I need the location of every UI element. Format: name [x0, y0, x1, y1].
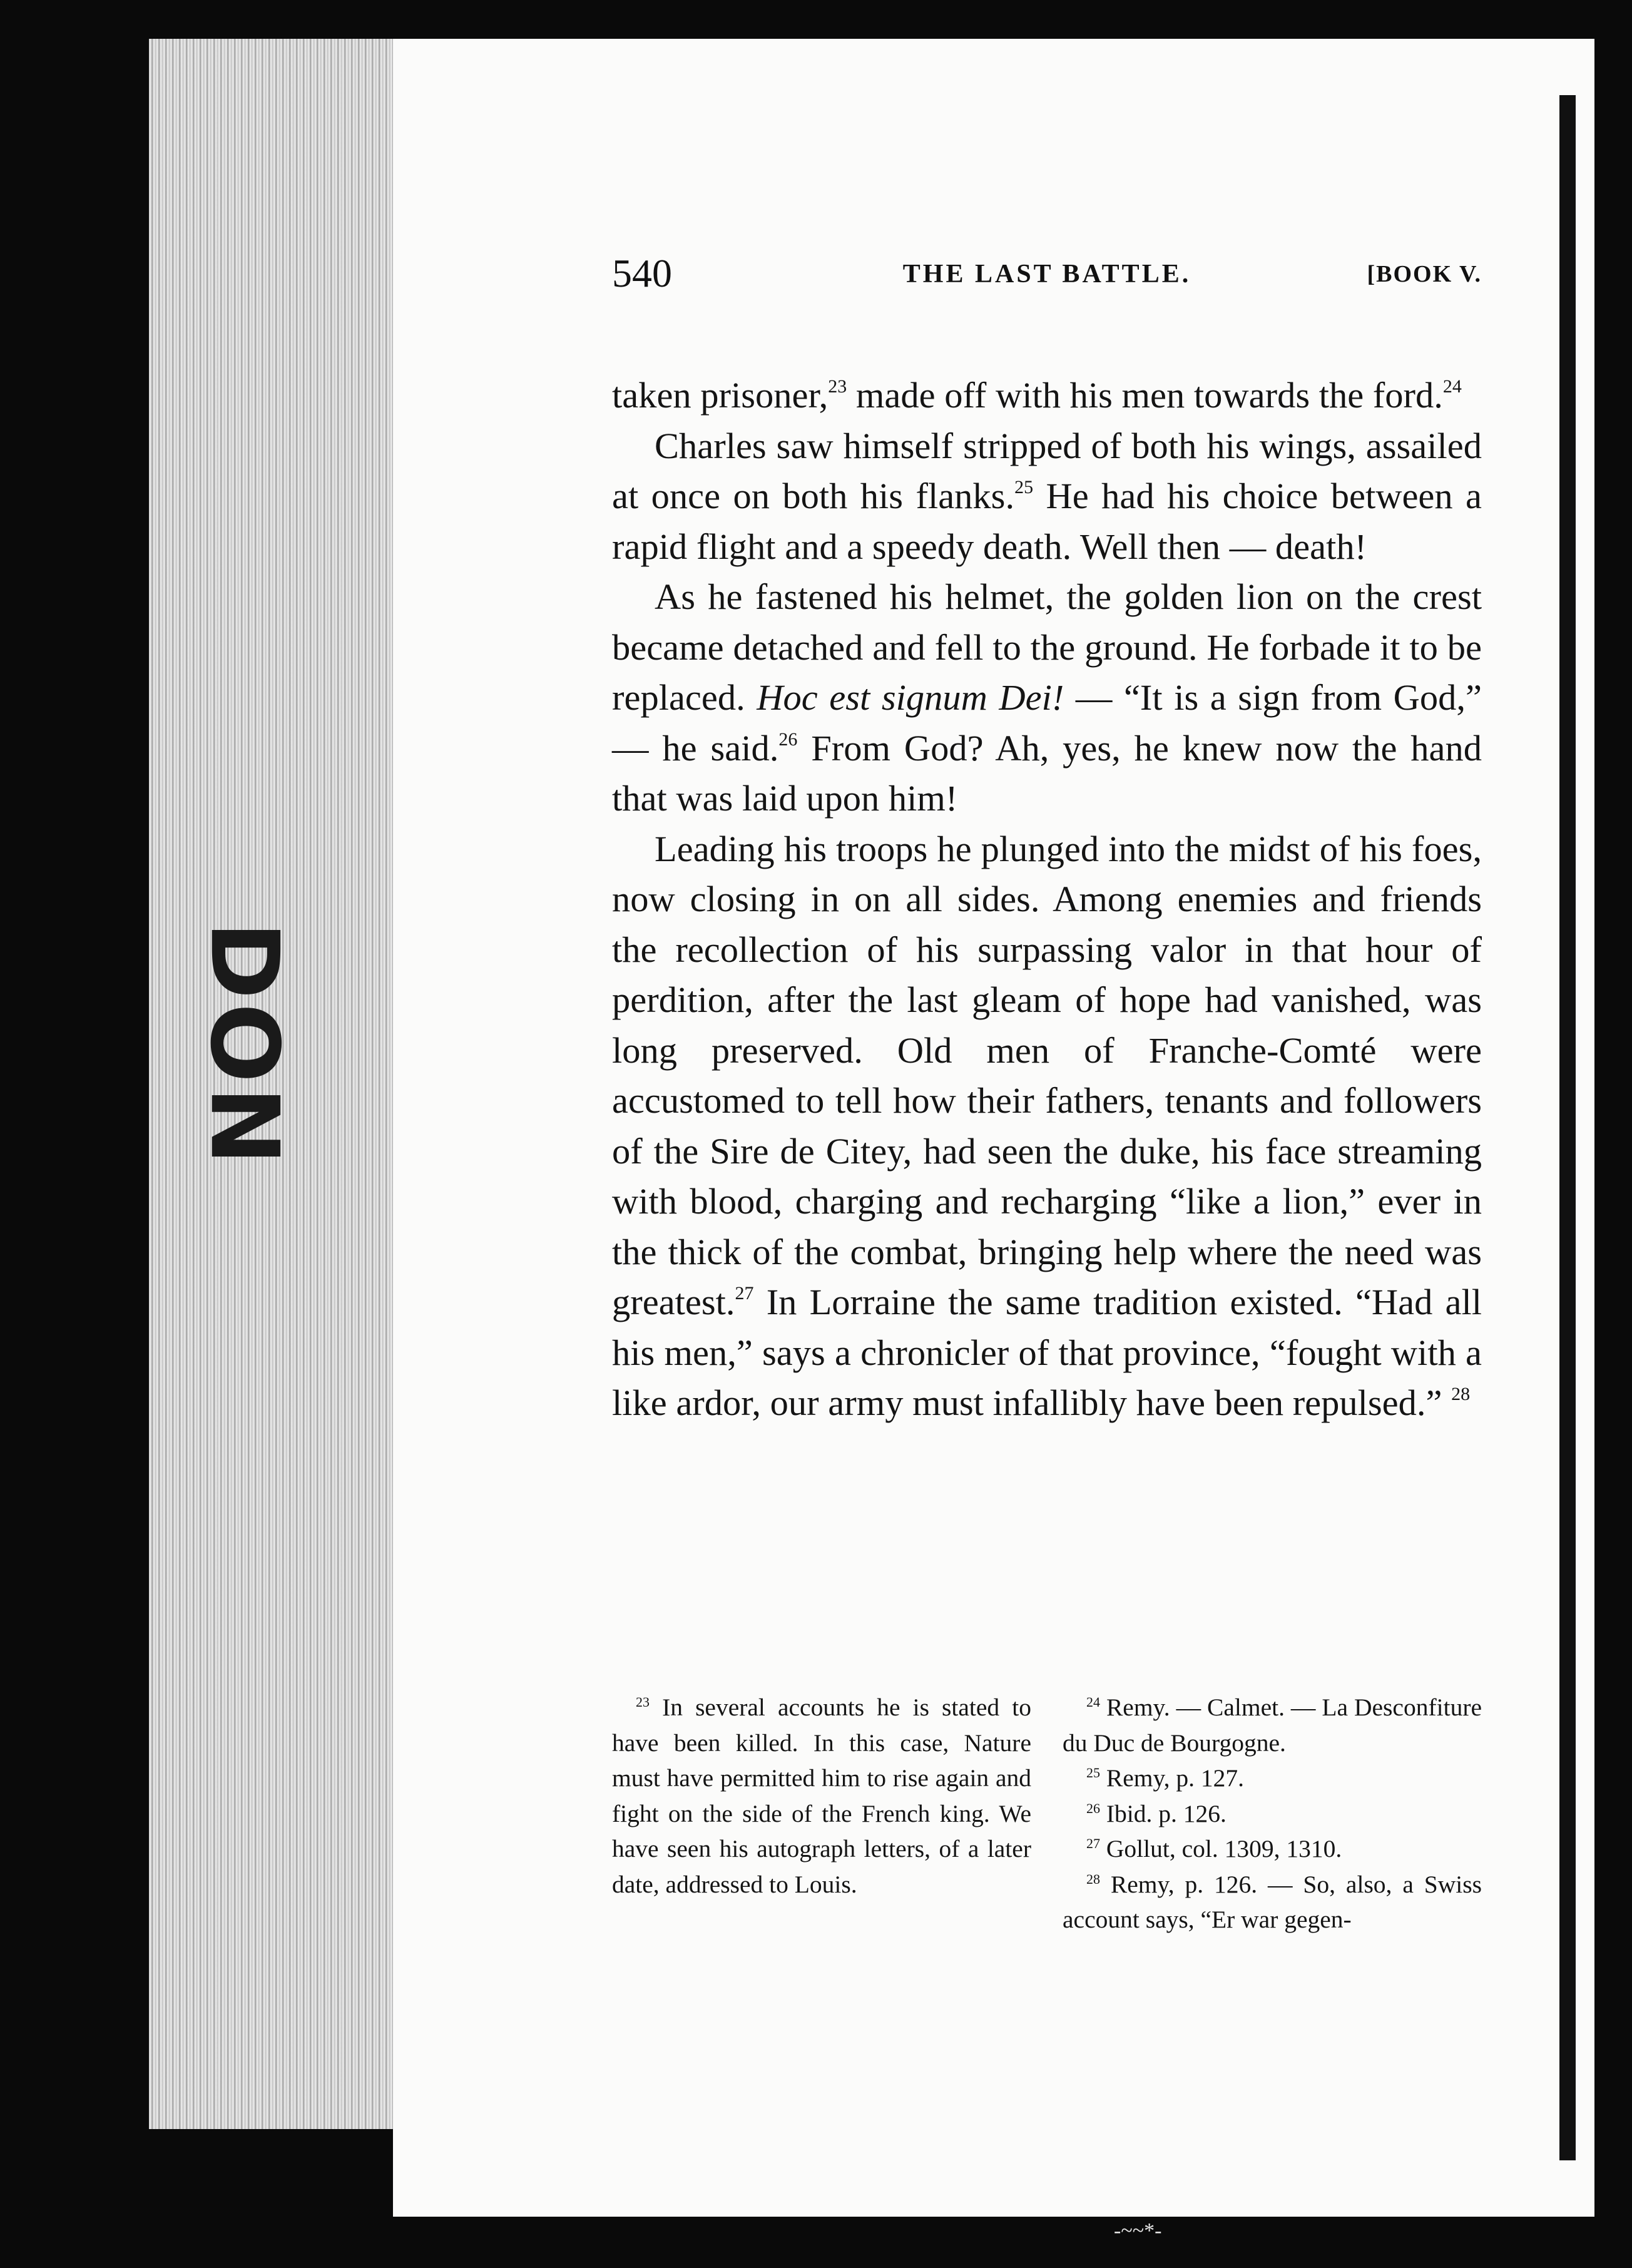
book-page	[393, 39, 1594, 2217]
footnote-number: 28	[1086, 1871, 1100, 1887]
paragraph	[612, 572, 1482, 824]
running-header	[612, 250, 1482, 313]
paragraph-text: — “It is a sign from God,” — he said.	[612, 677, 1482, 769]
footnote-ref: 23	[828, 376, 847, 397]
footnote-ref: 25	[1014, 477, 1034, 498]
footnote-number: 25	[1086, 1765, 1100, 1780]
edge-stamp: DON	[190, 921, 299, 1169]
footnote-text: Remy, p. 127.	[1100, 1764, 1245, 1792]
paragraph-text: taken prisoner,	[612, 375, 829, 416]
paragraph	[612, 421, 1482, 573]
footnote-number: 27	[1086, 1836, 1100, 1851]
footnote-number: 24	[1086, 1694, 1100, 1710]
footnotes-left-column	[612, 1690, 1031, 1938]
footnote-ref: 24	[1442, 376, 1462, 397]
paragraph-text: In Lorraine the same tradition existed. “Had all his men,” says a chronicler of that province, “fought with a like ardor, our army must infallibly have been repulsed.”	[612, 1282, 1482, 1423]
paragraph-text: He had his choice between a rapid flight and a speedy death. Well then — death!	[612, 476, 1482, 567]
paragraph-text: As he fastened his helmet, the golden lion on the crest became detached and fell to the ground. He forbade it to be replaced.	[612, 576, 1482, 718]
paragraph-text: From God? Ah, yes, he knew now the hand that was laid upon him!	[612, 727, 1482, 819]
body-text	[612, 370, 1482, 1429]
footnote-text: Gollut, col. 1309, 1310.	[1100, 1835, 1342, 1862]
paragraph-text: made off with his men towards the ford.	[847, 375, 1443, 416]
paragraph-text: Leading his troops he plunged into the midst of his foes, now closing in on all sides. Among enemies and friends the recollection of his surpassing valor in that hour of perdition, after the last gleam of hope had vanished, was long preserved. Old men of Franche-Comté were accustomed to tell how their fathers, tenants and followers of the Sire de Citey, had seen the duke, his face streaming with blood, charging and recharging “like a lion,” ever in the thick of the combat, bringing help where the need was greatest.	[612, 828, 1482, 1322]
page-number: 540	[612, 251, 672, 295]
paragraph	[612, 370, 1482, 421]
footnote	[1063, 1690, 1482, 1760]
footnote-text: Ibid. p. 126.	[1100, 1799, 1227, 1827]
footnote	[1063, 1867, 1482, 1938]
gutter-shadow	[1559, 95, 1576, 2160]
book-label: [BOOK V.	[1367, 261, 1482, 287]
footnote	[1063, 1796, 1482, 1832]
footnote	[612, 1690, 1031, 1902]
footnote-ref: 26	[778, 728, 798, 750]
footnotes-right-column	[1063, 1690, 1482, 1938]
footnote-number: 26	[1086, 1800, 1100, 1816]
footnote	[1063, 1831, 1482, 1867]
footnote-text: Remy, p. 126. — So, also, a Swiss account says, “Er war gegen-	[1063, 1870, 1482, 1933]
bottom-mark: -~~*-	[1114, 2219, 1162, 2242]
paragraph-text: Charles saw himself stripped of both his wings, assailed at once on both his flanks.	[612, 425, 1482, 516]
italic-text: Hoc est signum Dei!	[757, 677, 1064, 718]
footnotes	[612, 1690, 1482, 1938]
footnote-ref: 28	[1451, 1384, 1471, 1404]
footnote-number: 23	[636, 1694, 650, 1710]
footnote	[1063, 1760, 1482, 1796]
footnote-text: In several accounts he is stated to have been killed. In this case, Nature must have permitted him to rise again and fight on the side of the French king. We have seen his autograph letters, of a later date, addressed to Louis.	[612, 1693, 1031, 1898]
footnote-text: Remy. — Calmet. — La Desconfiture du Duc de Bourgogne.	[1063, 1693, 1482, 1757]
footnote-ref: 27	[735, 1283, 754, 1304]
running-title: THE LAST BATTLE.	[902, 260, 1191, 289]
paragraph	[612, 824, 1482, 1429]
